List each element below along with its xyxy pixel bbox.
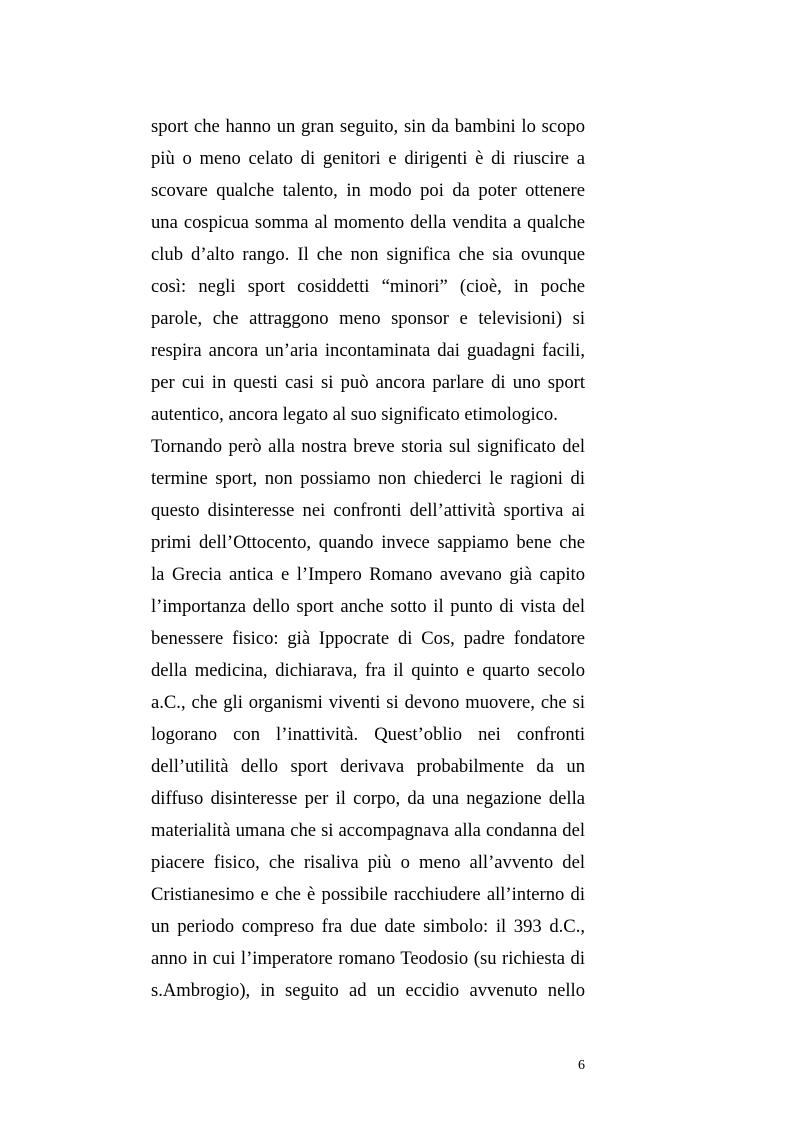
- text-line: a.C., che gli organismi viventi si devono muovere, che si: [151, 692, 585, 713]
- text-line: sport che hanno un gran seguito, sin da bambini lo scopo: [151, 116, 585, 137]
- text-line: la Grecia antica e l’Impero Romano avevano già capito: [151, 564, 585, 585]
- text-line: Tornando però alla nostra breve storia sul significato del: [151, 436, 585, 457]
- text-line: anno in cui l’imperatore romano Teodosio (su richiesta di: [151, 948, 585, 969]
- page-number: 6: [578, 1058, 585, 1073]
- text-line: scovare qualche talento, in modo poi da poter ottenere: [151, 180, 585, 201]
- text-line: diffuso disinteresse per il corpo, da una negazione della: [151, 788, 585, 809]
- text-line: termine sport, non possiamo non chiederci le ragioni di: [151, 468, 585, 489]
- text-line: per cui in questi casi si può ancora parlare di uno sport: [151, 372, 585, 393]
- text-line: più o meno celato di genitori e dirigenti è di riuscire a: [151, 148, 585, 169]
- text-line: parole, che attraggono meno sponsor e televisioni) si: [151, 308, 585, 329]
- text-line: della medicina, dichiarava, fra il quinto e quarto secolo: [151, 660, 585, 681]
- text-line: una cospicua somma al momento della vendita a qualche: [151, 212, 585, 233]
- text-line: autentico, ancora legato al suo significato etimologico.: [151, 404, 558, 425]
- text-line: questo disinteresse nei confronti dell’attività sportiva ai: [151, 500, 585, 521]
- text-line: materialità umana che si accompagnava alla condanna del: [151, 820, 585, 841]
- text-line: primi dell’Ottocento, quando invece sappiamo bene che: [151, 532, 585, 553]
- text-line: piacere fisico, che risaliva più o meno all’avvento del: [151, 852, 585, 873]
- text-line: club d’alto rango. Il che non significa che sia ovunque: [151, 244, 585, 265]
- text-line: l’importanza dello sport anche sotto il punto di vista del: [151, 596, 585, 617]
- text-line: un periodo compreso fra due date simbolo: il 393 d.C.,: [151, 916, 585, 937]
- text-line: così: negli sport cosiddetti “minori” (cioè, in poche: [151, 276, 585, 297]
- text-line: respira ancora un’aria incontaminata dai guadagni facili,: [151, 340, 585, 361]
- text-line: benessere fisico: già Ippocrate di Cos, padre fondatore: [151, 628, 585, 649]
- text-line: Cristianesimo e che è possibile racchiudere all’interno di: [151, 884, 585, 905]
- text-line: dell’utilità dello sport derivava probabilmente da un: [151, 756, 585, 777]
- text-line: logorano con l’inattività. Quest’oblio nei confronti: [151, 724, 585, 745]
- text-line: s.Ambrogio), in seguito ad un eccidio avvenuto nello: [151, 980, 585, 1001]
